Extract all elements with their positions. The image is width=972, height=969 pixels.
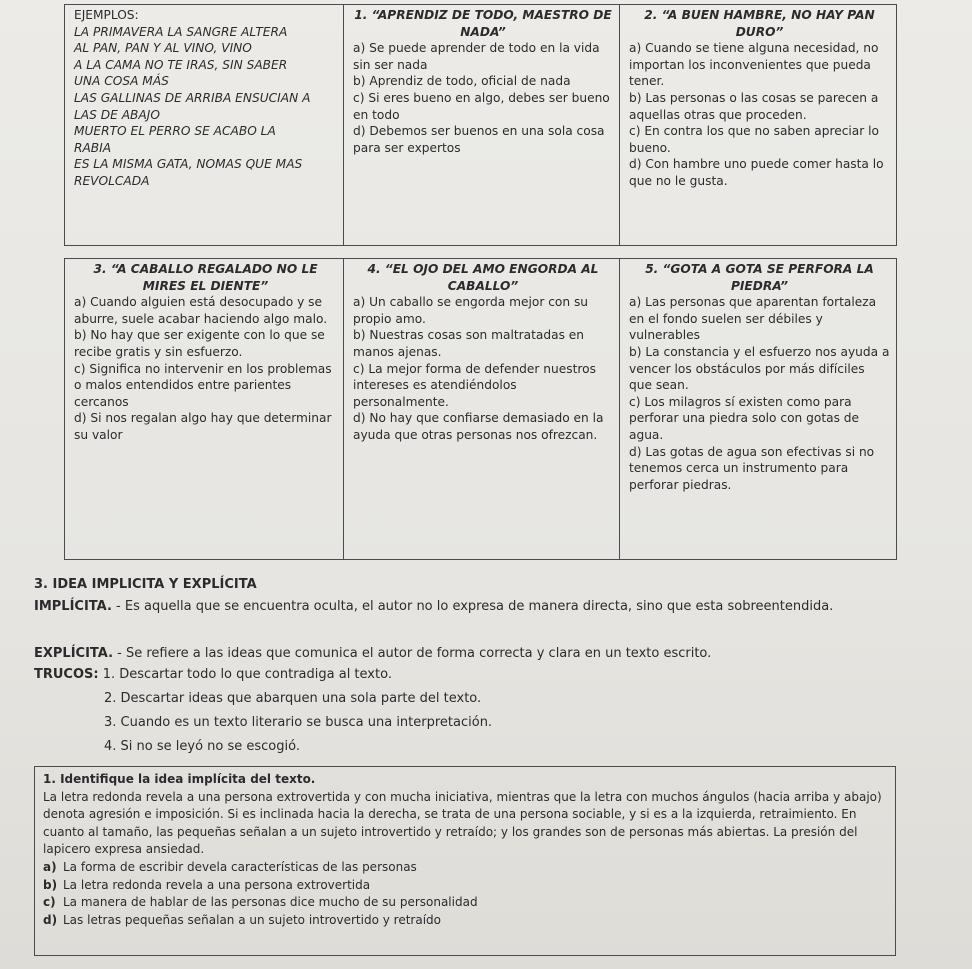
proverb-5-title: 5. “GOTA A GOTA SE PERFORA LA PIEDRA” (645, 262, 874, 293)
example-line: LAS DE ABAJO (74, 107, 160, 122)
example-line: UNA COSA MÁS (74, 74, 169, 89)
proverb-5-cell (620, 259, 897, 560)
example-line: LA PRIMAVERA LA SANGRE ALTERA (74, 24, 288, 39)
proverbs-table-2 (64, 258, 897, 560)
explicita-definition (34, 645, 711, 663)
tricks-first-line (34, 666, 392, 684)
answer-letter: a) (43, 859, 57, 874)
proverb-3-option-d: d) Si nos regalan algo hay que determinar su valor (74, 411, 332, 442)
answer-letter: d) (43, 912, 58, 927)
exercise-question: 1. Identifique la idea implícita del texto. (43, 772, 316, 786)
proverb-3-title: 3. “A CABALLO REGALADO NO LE MIRES EL DIENTE” (93, 262, 318, 293)
proverb-4-title: 4. “EL OJO DEL AMO ENGORDA AL CABALLO” (367, 262, 599, 293)
answer-text: La manera de hablar de las personas dice mucho de su personalidad (63, 895, 478, 910)
proverbs-table-1 (64, 4, 897, 246)
answer-option-c[interactable] (43, 894, 887, 912)
tricks-label: TRUCOS: (34, 667, 99, 682)
proverb-2-cell (620, 5, 897, 246)
exercise-passage: La letra redonda revela a una persona extrovertida y con mucha iniciativa, mientras que la letra con muchos ángulos (hacia arriba y abajo) denota agresión e imposición. Si es inclinada hacia la derecha, se trata de una persona sociable, y si es a la izquierda, retraimiento. En cuanto al tamaño, las pequeñas señalan a un sujeto introvertido y retraído; y los grandes son de personas más abiertas. La presión del lapicero expresa ansiedad. (43, 789, 882, 857)
proverb-1-option-d: d) Debemos ser buenos en una sola cosa para ser expertos (353, 124, 605, 155)
implicita-definition (34, 598, 914, 616)
proverb-4-option-d: d) No hay que confiarse demasiado en la ayuda que otras personas nos ofrezcan. (353, 411, 604, 442)
examples-cell (65, 5, 344, 246)
example-line: REVOLCADA (74, 173, 150, 188)
example-line: LAS GALLINAS DE ARRIBA ENSUCIAN A (74, 90, 311, 105)
exercise-box (34, 766, 896, 956)
proverb-4-option-a: a) Un caballo se engorda mejor con su propio amo. (353, 295, 589, 326)
example-line: A LA CAMA NO TE IRAS, SIN SABER (74, 57, 288, 72)
proverb-4-cell (344, 259, 620, 560)
examples-header: EJEMPLOS: (74, 8, 139, 22)
proverb-1-option-c: c) Si eres bueno en algo, debes ser bueno en todo (353, 90, 610, 122)
proverb-2-title: 2. “A BUEN HAMBRE, NO HAY PAN DURO” (644, 8, 875, 39)
proverb-3-cell (65, 259, 344, 560)
trick-item: 3. Cuando es un texto literario se busca una interpretación. (104, 715, 493, 730)
answer-option-d[interactable] (43, 912, 887, 930)
answer-text: La letra redonda revela a una persona extrovertida (63, 877, 371, 892)
explicita-label: EXPLÍCITA. (34, 646, 114, 661)
implicita-label: IMPLÍCITA. (34, 599, 112, 614)
answer-option-b[interactable] (43, 877, 887, 895)
proverb-1-option-b: b) Aprendiz de todo, oficial de nada (353, 74, 571, 89)
proverb-5-option-b: b) La constancia y el esfuerzo nos ayuda a vencer los obstáculos por más difíciles que sean. (629, 344, 890, 393)
proverb-1-option-a: a) Se puede aprender de todo en la vida sin ser nada (353, 41, 600, 72)
proverb-5-option-d: d) Las gotas de agua son efectivas si no tenemos cerca un instrumento para perforar piedras. (629, 444, 875, 492)
answer-letter: b) (43, 877, 58, 892)
proverb-4-option-c: c) La mejor forma de defender nuestros intereses es atendiéndolos personalmente. (353, 361, 596, 409)
answer-letter: c) (43, 895, 56, 910)
example-line: ES LA MISMA GATA, NOMAS QUE MAS (74, 157, 303, 172)
trick-item: 4. Si no se leyó no se escogió. (104, 739, 300, 754)
proverb-2-option-d: d) Con hambre uno puede comer hasta lo que no le gusta. (629, 157, 884, 188)
example-line: RABIA (74, 140, 112, 155)
example-line: MUERTO EL PERRO SE ACABO LA (74, 124, 276, 139)
trick-item: 1. Descartar todo lo que contradiga al texto. (102, 667, 392, 682)
proverb-2-option-a: a) Cuando se tiene alguna necesidad, no importan los inconvenientes que pueda tener. (629, 41, 879, 89)
answer-text: Las letras pequeñas señalan a un sujeto introvertido y retraído (63, 912, 441, 927)
example-line: AL PAN, PAN Y AL VINO, VINO (74, 41, 252, 56)
proverb-3-option-c: c) Significa no intervenir en los problemas o malos entendidos entre parientes cercanos (74, 361, 332, 409)
explicita-text: - Se refiere a las ideas que comunica el autor de forma correcta y clara en un texto escrito. (113, 646, 712, 661)
proverb-2-option-c: c) En contra los que no saben apreciar lo bueno. (629, 124, 879, 155)
section-title: 3. IDEA IMPLICITA Y EXPLÍCITA (34, 577, 257, 592)
implicita-text: - Es aquella que se encuentra oculta, el autor no lo expresa de manera directa, sino que esta sobreentendida. (111, 599, 834, 614)
proverb-5-option-c: c) Los milagros sí existen como para perforar una piedra solo con gotas de agua. (629, 394, 860, 442)
proverb-2-option-b: b) Las personas o las cosas se parecen a aquellas otras que proceden. (629, 90, 879, 122)
trick-item: 2. Descartar ideas que abarquen una sola parte del texto. (104, 691, 482, 706)
answer-text: La forma de escribir devela características de las personas (63, 859, 417, 874)
proverb-3-option-a: a) Cuando alguien está desocupado y se aburre, suele acabar haciendo algo malo. (74, 295, 328, 326)
proverb-5-option-a: a) Las personas que aparentan fortaleza en el fondo suelen ser débiles y vulnerables (629, 295, 877, 343)
proverb-1-title: 1. “APRENDIZ DE TODO, MAESTRO DE NADA” (354, 8, 612, 39)
proverb-4-option-b: b) Nuestras cosas son maltratadas en manos ajenas. (353, 328, 585, 359)
answer-option-a[interactable] (43, 859, 887, 877)
proverb-3-option-b: b) No hay que ser exigente con lo que se recibe gratis y sin esfuerzo. (74, 328, 325, 359)
proverb-1-cell (344, 5, 620, 246)
